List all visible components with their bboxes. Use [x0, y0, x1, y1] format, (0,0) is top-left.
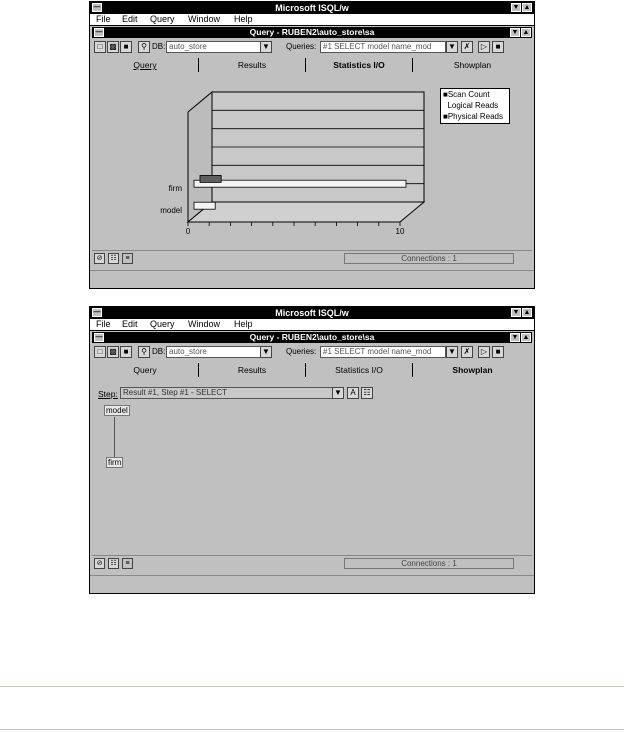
minimize-icon[interactable]: ▼ — [512, 309, 520, 316]
plan-text-icon[interactable]: A — [347, 387, 359, 399]
menu-query[interactable]: Query — [150, 14, 175, 24]
menu-edit[interactable]: Edit — [122, 319, 138, 329]
results-grid-icon[interactable]: ≡ — [122, 558, 133, 569]
page-divider-bottom — [0, 729, 624, 730]
remove-query-icon[interactable]: ✗ — [461, 41, 473, 53]
db-label: DB: — [152, 42, 166, 51]
tab-strip — [92, 363, 532, 378]
tab-query[interactable]: Query — [133, 365, 157, 375]
child-minimize-icon[interactable]: ▼ — [511, 334, 519, 341]
search-icon[interactable]: ⚲ — [138, 41, 150, 53]
isql-window-showplan — [89, 306, 535, 594]
queries-dropdown-icon[interactable]: ▼ — [446, 346, 458, 358]
plan-graph-icon[interactable]: ☷ — [361, 387, 373, 399]
child-maximize-icon[interactable]: ▲ — [522, 334, 530, 341]
db-label: DB: — [152, 347, 166, 356]
child-system-menu-icon[interactable]: — — [95, 29, 103, 36]
query-toolbar — [92, 344, 532, 361]
db-select[interactable]: auto_store — [166, 346, 262, 358]
minimize-icon[interactable]: ▼ — [512, 4, 520, 11]
bottom-status-bar — [90, 575, 534, 592]
status-bar — [92, 555, 532, 571]
step-dropdown-icon[interactable]: ▼ — [332, 387, 344, 399]
save-icon[interactable]: ■ — [120, 41, 132, 53]
chart-floor — [188, 202, 424, 222]
stop-query-icon[interactable]: ⊘ — [94, 253, 105, 264]
chart-legend — [440, 88, 510, 124]
child-system-menu-icon[interactable]: — — [95, 334, 103, 341]
menu-window[interactable]: Window — [188, 14, 221, 24]
query-window-title: Query - RUBEN2\auto_store\sa — [249, 332, 375, 342]
chart-bar-model-logical-reads — [194, 202, 215, 209]
new-query-icon[interactable]: □ — [94, 41, 106, 53]
execute-icon[interactable]: ▷ — [478, 346, 490, 358]
tab-results[interactable]: Results — [237, 60, 267, 70]
step-label: Step: — [98, 389, 118, 399]
stop-icon[interactable]: ■ — [492, 346, 504, 358]
query-toolbar — [92, 39, 532, 56]
menu-bar — [90, 14, 534, 26]
tab-showplan[interactable]: Showplan — [452, 365, 493, 375]
tab-showplan[interactable]: Showplan — [453, 60, 492, 70]
app-title: Microsoft ISQL/w — [275, 3, 349, 13]
results-grid-icon[interactable]: ≡ — [122, 253, 133, 264]
queries-select[interactable]: #1 SELECT model name_mod — [320, 346, 446, 358]
query-window-title-bar — [92, 27, 532, 38]
menu-file[interactable]: File — [96, 319, 111, 329]
page-divider-top — [0, 686, 624, 687]
stop-icon[interactable]: ■ — [492, 41, 504, 53]
menu-file[interactable]: File — [96, 14, 111, 24]
chart-bar-firm-logical-reads — [194, 180, 406, 187]
db-dropdown-icon[interactable]: ▼ — [260, 41, 272, 53]
tab-statistics-io[interactable]: Statistics I/O — [335, 365, 383, 375]
system-menu-icon[interactable]: — — [93, 4, 101, 11]
plan-node-firm[interactable]: firm — [108, 458, 122, 467]
app-title: Microsoft ISQL/w — [275, 308, 349, 318]
step-select[interactable]: Result #1, Step #1 - SELECT — [120, 387, 336, 399]
app-title-bar — [90, 307, 534, 319]
new-query-icon[interactable]: □ — [94, 346, 106, 358]
chart-x-tick-label: 0 — [185, 227, 191, 236]
connection-icon[interactable]: ☷ — [108, 558, 119, 569]
plan-node-model[interactable]: model — [106, 406, 128, 415]
db-dropdown-icon[interactable]: ▼ — [260, 346, 272, 358]
query-window-title-bar — [92, 332, 532, 343]
chart-bar-firm-physical-reads — [200, 175, 221, 182]
tab-results[interactable]: Results — [237, 365, 267, 375]
showplan-panel — [92, 379, 532, 553]
menu-help[interactable]: Help — [234, 14, 253, 24]
tab-statistics-io[interactable]: Statistics I/O — [333, 60, 385, 70]
queries-dropdown-icon[interactable]: ▼ — [446, 41, 458, 53]
save-icon[interactable]: ■ — [120, 346, 132, 358]
stop-query-icon[interactable]: ⊘ — [94, 558, 105, 569]
status-bar — [92, 250, 532, 266]
queries-label: Queries: — [286, 347, 317, 356]
tab-strip — [92, 58, 532, 73]
maximize-icon[interactable]: ▲ — [523, 309, 531, 316]
chart-category-label: model — [160, 206, 182, 215]
child-maximize-icon[interactable]: ▲ — [522, 29, 530, 36]
app-title-bar — [90, 2, 534, 14]
bottom-status-bar — [90, 270, 534, 287]
connections-status: Connections : 1 — [344, 253, 514, 264]
legend-scan-count: ■Scan Count — [443, 90, 490, 99]
menu-query[interactable]: Query — [150, 319, 175, 329]
chart-x-tick-label: 10 — [395, 227, 405, 236]
menu-edit[interactable]: Edit — [122, 14, 138, 24]
open-file-icon[interactable]: ▩ — [107, 346, 119, 358]
query-window-title: Query - RUBEN2\auto_store\sa — [249, 27, 375, 37]
legend-logical-reads: Logical Reads — [447, 101, 499, 110]
chart-category-label: firm — [168, 184, 182, 193]
system-menu-icon[interactable]: — — [93, 309, 101, 316]
tab-query[interactable]: Query — [133, 60, 157, 70]
queries-select[interactable]: #1 SELECT model name_mod — [320, 41, 446, 53]
menu-window[interactable]: Window — [188, 319, 221, 329]
search-icon[interactable]: ⚲ — [138, 346, 150, 358]
remove-query-icon[interactable]: ✗ — [461, 346, 473, 358]
queries-label: Queries: — [286, 42, 317, 51]
open-file-icon[interactable]: ▩ — [107, 41, 119, 53]
child-minimize-icon[interactable]: ▼ — [511, 29, 519, 36]
statistics-panel — [92, 74, 532, 248]
isql-window-statistics — [89, 1, 535, 289]
legend-physical-reads: ■Physical Reads — [443, 112, 503, 121]
db-select[interactable]: auto_store — [166, 41, 262, 53]
execute-icon[interactable]: ▷ — [478, 41, 490, 53]
menu-help[interactable]: Help — [234, 319, 253, 329]
menu-bar — [90, 319, 534, 331]
maximize-icon[interactable]: ▲ — [523, 4, 531, 11]
plan-connector — [114, 417, 115, 457]
connections-status: Connections : 1 — [344, 558, 514, 569]
connection-icon[interactable]: ☷ — [108, 253, 119, 264]
